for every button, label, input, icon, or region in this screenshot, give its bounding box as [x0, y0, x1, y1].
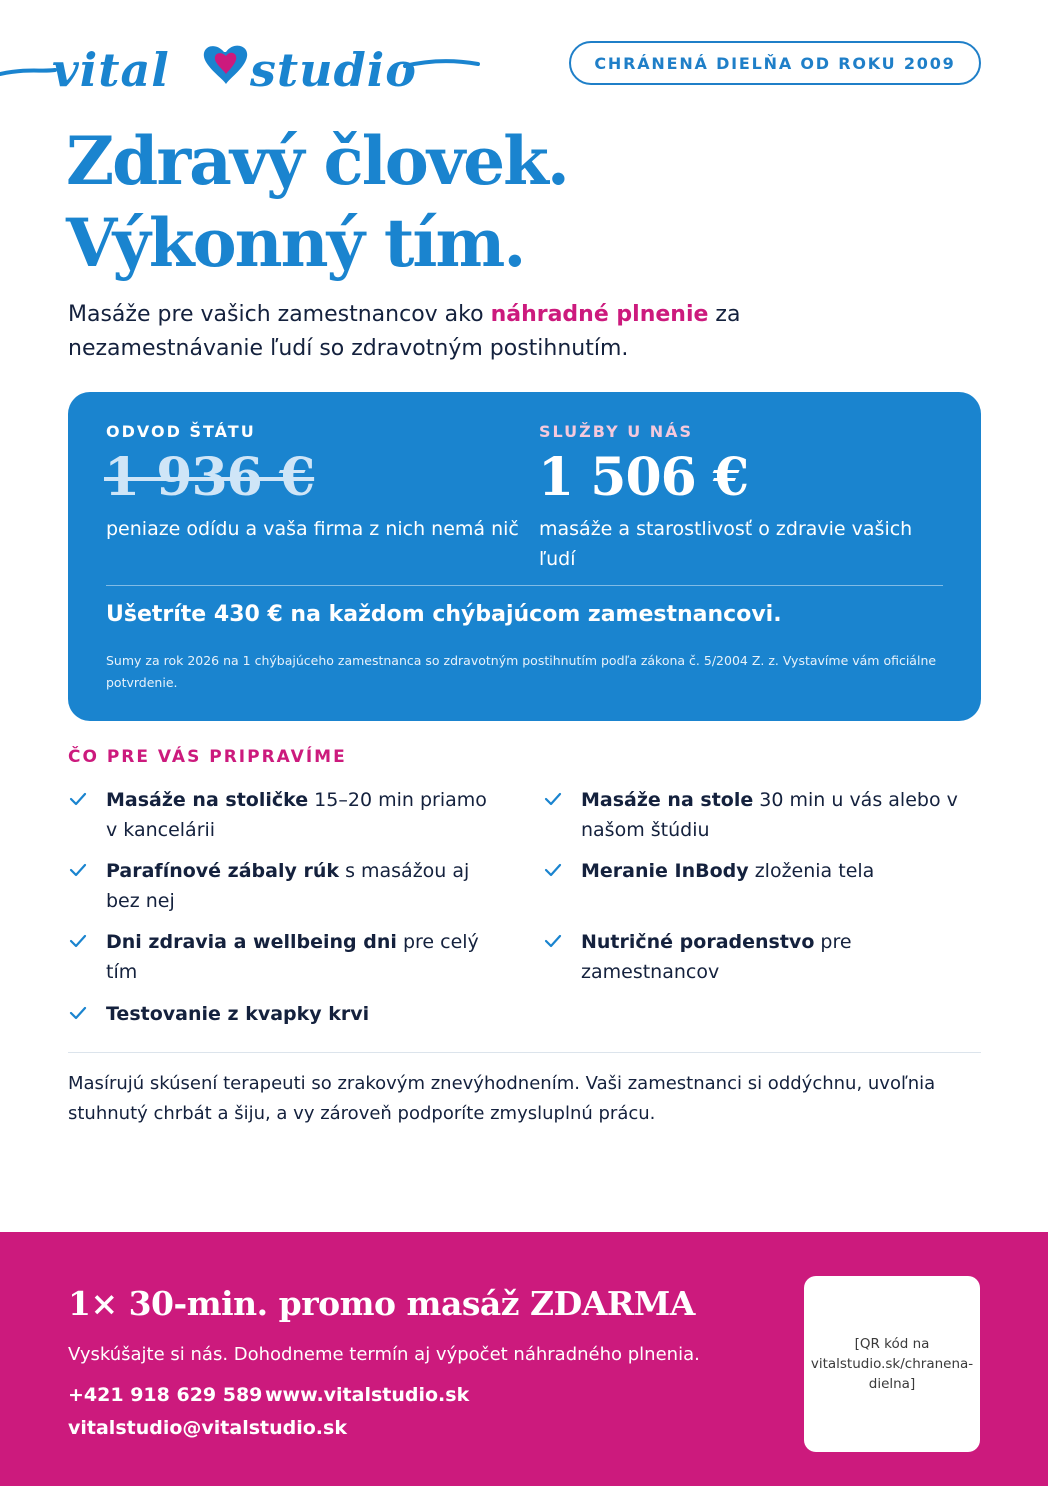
saving-statement: Ušetríte 430 € na každom chýbajúcom zamestnancovi.: [106, 602, 782, 627]
our-services-amount: 1 506 €: [538, 447, 749, 508]
service-name: Masáže na stole: [581, 789, 754, 811]
qr-placeholder-text: [QR kód na vitalstudio.sk/chranena-dielna]: [810, 1336, 974, 1392]
intro-highlight: náhradné plnenie: [490, 302, 709, 327]
checkmark-icon: [68, 789, 88, 809]
our-services-label: SLUŽBY U NÁS: [539, 422, 694, 441]
headline-line-2: Výkonný tím.: [66, 204, 525, 282]
intro-before: Masáže pre vašich zamestnancov ako: [68, 302, 491, 327]
service-name: Meranie InBody: [581, 860, 749, 882]
state-levy-description: peniaze odídu a vaša firma z nich nemá nič: [106, 518, 519, 540]
service-item: [68, 999, 498, 1029]
headline: [66, 120, 966, 284]
service-name: Masáže na stoličke: [106, 789, 309, 811]
checkmark-icon: [68, 860, 88, 880]
checkmark-icon: [68, 931, 88, 951]
section-divider: [68, 1052, 981, 1053]
service-name: Parafínové zábaly rúk: [106, 860, 340, 882]
website-link[interactable]: www.vitalstudio.sk: [265, 1384, 470, 1406]
svg-text:vital: vital: [52, 43, 170, 97]
phone-link[interactable]: +421 918 629 589: [68, 1384, 263, 1406]
promo-subtitle: Vyskúšajte si nás. Dohodneme termín aj výpočet náhradného plnenia.: [68, 1344, 700, 1365]
protected-workshop-badge: CHRÁNENÁ DIELŇA OD ROKU 2009: [569, 41, 981, 85]
svg-text:studio: studio: [250, 43, 417, 97]
checkmark-icon: [543, 789, 563, 809]
service-detail: 15–20 min priamo v kancelárii: [106, 789, 487, 841]
intro-after: za nezamestnávanie ľudí so zdravotným postihnutím.: [68, 302, 741, 361]
service-detail: zloženia tela: [748, 860, 875, 882]
service-name: Nutričné poradenstvo: [581, 931, 815, 953]
service-item: [68, 927, 498, 987]
intro-text: [68, 298, 928, 366]
service-item: [68, 785, 498, 845]
promo-title: 1× 30-min. promo masáž ZDARMA: [68, 1284, 695, 1323]
checkmark-icon: [543, 931, 563, 951]
service-detail: s masážou aj bez nej: [106, 860, 470, 912]
headline-line-1: Zdravý človek.: [66, 122, 568, 200]
service-item: [68, 856, 498, 916]
email-link[interactable]: vitalstudio@vitalstudio.sk: [68, 1417, 347, 1439]
service-name: Dni zdravia a wellbeing dni: [106, 931, 397, 953]
cost-comparison-box: [68, 392, 981, 721]
service-detail: 30 min u vás alebo v našom štúdiu: [581, 789, 958, 841]
state-levy-amount: 1 936 €: [104, 447, 315, 508]
checkmark-icon: [543, 860, 563, 880]
service-detail: pre celý tím: [106, 931, 479, 983]
state-levy-label: ODVOD ŠTÁTU: [106, 422, 256, 441]
service-name: Testovanie z kvapky krvi: [106, 1003, 370, 1025]
checkmark-icon: [68, 1003, 88, 1023]
closing-text: Masírujú skúsení terapeuti so zrakovým znevýhodnením. Vaši zamestnanci si oddýchnu, uvoľnia stuhnutý chrbát a šiju, a vy zároveň podporíte zmysluplnú prácu.: [68, 1073, 936, 1124]
service-detail: pre zamestnancov: [581, 931, 852, 983]
services-title: ČO PRE VÁS PRIPRAVÍME: [68, 747, 347, 767]
service-item: [543, 927, 973, 987]
vital-studio-logo: [0, 22, 480, 102]
comparison-divider: [106, 585, 943, 586]
legal-note: Sumy za rok 2026 na 1 chýbajúceho zamestnanca so zdravotným postihnutím podľa zákona č. 5/2004 Z. z. Vystavíme vám oficiálne potvrdenie.: [106, 653, 937, 690]
service-item: [543, 785, 973, 845]
service-item: [543, 856, 973, 886]
our-services-description: masáže a starostlivosť o zdravie vašich ľudí: [539, 518, 913, 570]
qr-code-placeholder: [804, 1276, 980, 1452]
